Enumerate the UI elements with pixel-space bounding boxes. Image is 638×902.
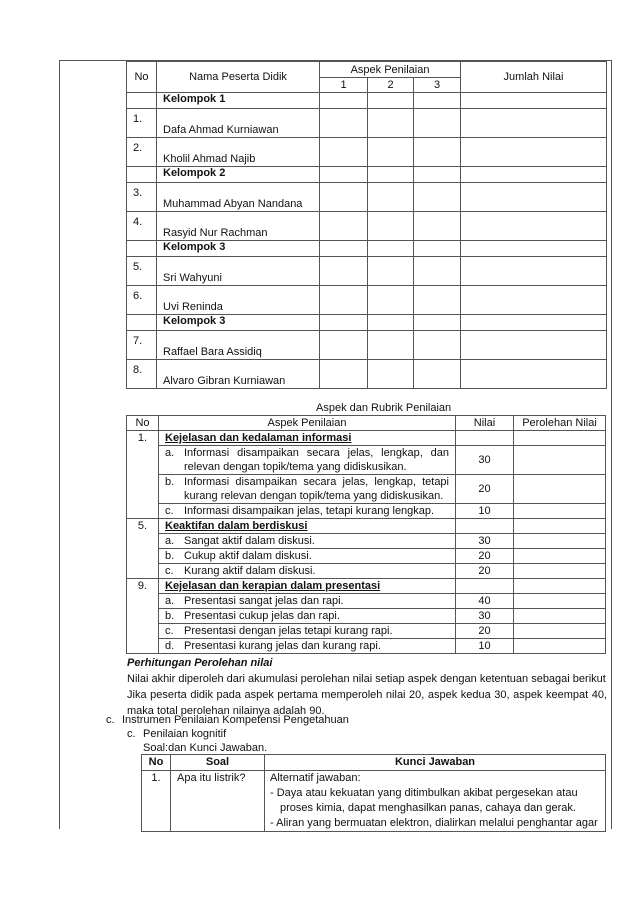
nilai-value: 30: [456, 446, 514, 475]
table-row: 6. Uvi Reninda: [127, 286, 607, 315]
table-row: [142, 771, 606, 832]
header-kunci: Kunci Jawaban: [265, 755, 606, 771]
rubric-caption: Aspek dan Rubrik Penilaian: [316, 402, 452, 414]
rubric-item: a. Sangat aktif dalam diskusi. 30: [127, 534, 606, 549]
question-no: 1.: [142, 771, 171, 832]
header-aspek: Aspek Penilaian: [320, 62, 461, 78]
student-name: Dafa Ahmad Kurniawan: [157, 109, 320, 138]
student-name: Rasyid Nur Rachman: [157, 212, 320, 241]
section-no: 1.: [127, 431, 159, 519]
perhitungan-heading: Perhitungan Perolehan nilai: [127, 657, 273, 669]
section-no: 5.: [127, 519, 159, 579]
header-aspek-2: 2: [368, 78, 414, 93]
rubric-item: d. Presentasi kurang jelas dan kurang rapi. 10: [127, 639, 606, 654]
nilai-value: 20: [456, 549, 514, 564]
table-row: 3. Muhammad Abyan Nandana: [127, 183, 607, 212]
perhitungan-line-1: Nilai akhir diperoleh dari akumulasi perolehan nilai setiap aspek dengan ketentuan sebagai berikut: [127, 673, 606, 685]
soal-label: Soal:dan Kunci Jawaban.: [143, 742, 268, 754]
nilai-value: 20: [456, 475, 514, 504]
rubric-item: c. Kurang aktif dalam diskusi. 20: [127, 564, 606, 579]
answer-key-table: [141, 754, 606, 832]
nilai-value: 10: [456, 504, 514, 519]
table-row: 4. Rasyid Nur Rachman: [127, 212, 607, 241]
section-title: Kejelasan dan kedalaman informasi: [159, 431, 456, 446]
header-no: No: [127, 62, 157, 93]
rubric-item: c. Presentasi dengan jelas tetapi kurang rapi. 20: [127, 624, 606, 639]
header-nilai: Nilai: [456, 416, 514, 431]
table-row: 8. Alvaro Gibran Kurniawan: [127, 360, 607, 389]
group-label: Kelompok 3: [157, 241, 320, 257]
header-jumlah: Jumlah Nilai: [461, 62, 607, 93]
rubric-item: a. Presentasi sangat jelas dan rapi. 40: [127, 594, 606, 609]
header-aspek-3: 3: [414, 78, 461, 93]
answer-bullet-cont: proses kimia, dapat menghasilkan panas, cahaya dan gerak.: [280, 802, 576, 814]
nilai-value: 30: [456, 609, 514, 624]
nilai-value: 10: [456, 639, 514, 654]
rubric-table: [126, 415, 606, 654]
section-no: 9.: [127, 579, 159, 654]
table-row: 7. Raffael Bara Assidiq: [127, 331, 607, 360]
nilai-value: 20: [456, 624, 514, 639]
table-row: 2. Kholil Ahmad Najib: [127, 138, 607, 167]
answer-bullet: - Aliran yang bermuatan elektron, dialirkan melalui penghantar agar: [270, 817, 598, 829]
group-label: Kelompok 1: [157, 93, 320, 109]
student-name: Alvaro Gibran Kurniawan: [157, 360, 320, 389]
rubric-item: b. Cukup aktif dalam diskusi. 20: [127, 549, 606, 564]
student-name: Uvi Reninda: [157, 286, 320, 315]
perhitungan-line-3: maka total perolehan nilainya adalah 90.: [127, 705, 325, 717]
answer-bullet: - Daya atau kekuatan yang ditimbulkan akibat pergesekan atau: [270, 787, 578, 799]
student-name: Muhammad Abyan Nandana: [157, 183, 320, 212]
nilai-value: 40: [456, 594, 514, 609]
rubric-item: c. Informasi disampaikan jelas, tetapi kurang lengkap. 10: [127, 504, 606, 519]
section-title: Keaktifan dalam berdiskusi: [159, 519, 456, 534]
table-row: 1. Dafa Ahmad Kurniawan: [127, 109, 607, 138]
header-aspek: Aspek Penilaian: [159, 416, 456, 431]
rubric-item: b. Informasi disampaikan secara jelas, lengkap, tetapi kurang relevan dengan topik/tema yang didiskusikan. 20: [127, 475, 606, 504]
group-score-table: [126, 61, 607, 389]
student-name: Raffael Bara Assidiq: [157, 331, 320, 360]
nilai-value: 20: [456, 564, 514, 579]
header-perolehan: Perolehan Nilai: [514, 416, 606, 431]
instrumen-heading: Instrumen Penilaian Kompetensi Pengetahuan: [122, 714, 349, 726]
header-no: No: [142, 755, 171, 771]
header-nama: Nama Peserta Didik: [157, 62, 320, 93]
perhitungan-line-2: Jika peserta didik pada aspek pertama memperoleh nilai 20, aspek kedua 30, aspek keempat 40,: [127, 689, 607, 701]
group-label: Kelompok 2: [157, 167, 320, 183]
header-no: No: [127, 416, 159, 431]
rubric-item: a. Informasi disampaikan secara jelas, lengkap, dan relevan dengan topik/tema yang didiskusikan. 30: [127, 446, 606, 475]
rubric-item: b. Presentasi cukup jelas dan rapi. 30: [127, 609, 606, 624]
header-soal: Soal: [171, 755, 265, 771]
table-row: 5. Sri Wahyuni: [127, 257, 607, 286]
group-label: Kelompok 3: [157, 315, 320, 331]
student-name: Sri Wahyuni: [157, 257, 320, 286]
section-title: Kejelasan dan kerapian dalam presentasi: [159, 579, 456, 594]
student-name: Kholil Ahmad Najib: [157, 138, 320, 167]
header-aspek-1: 1: [320, 78, 368, 93]
kognitif-heading: Penilaian kognitif: [143, 728, 227, 740]
question-text: Apa itu listrik?: [171, 771, 265, 832]
answer-heading: Alternatif jawaban:: [270, 772, 361, 784]
nilai-value: 30: [456, 534, 514, 549]
instrumen-letter: c.: [106, 714, 115, 726]
kognitif-letter: c.: [127, 728, 136, 740]
